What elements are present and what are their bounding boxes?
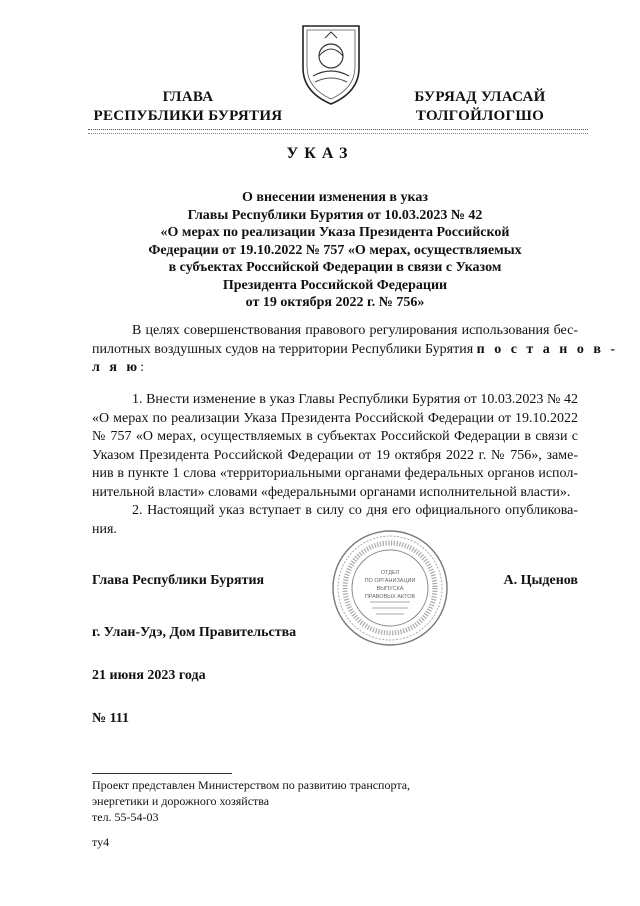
footnote-line: энергетики и дорожного хозяйства: [92, 794, 270, 808]
title-line: Федерации от 19.10.2022 № 757 «О мерах, осуществляемых: [148, 242, 522, 258]
document-title: [120, 189, 550, 312]
seal-line: ВЫПУСКА: [376, 586, 404, 592]
header-divider: [88, 133, 588, 134]
header-left-line: ГЛАВА: [162, 89, 214, 105]
document-type: УКАЗ: [286, 145, 354, 162]
footnote-line: Проект представлен Министерством по развитию транспорта,: [92, 778, 411, 792]
title-line: «О мерах по реализации Указа Президента Российской: [160, 225, 510, 240]
preamble-colon: :: [140, 360, 145, 375]
title-line: Главы Республики Бурятия от 10.03.2023 № 42: [187, 207, 483, 223]
preamble-text: пилотных воздушных судов на территории Республики Бурятия: [92, 341, 474, 357]
header-divider: [88, 129, 588, 130]
item-1-paragraph: [92, 391, 578, 502]
item-line: 2. Настоящий указ вступает в силу со дня его официального опубликова-: [132, 503, 578, 518]
footnote-line: тел. 55-54-03: [92, 810, 159, 824]
preamble-line: В целях совершенствования правового регулирования использования бес-: [132, 323, 578, 338]
item-line: нив в пункте 1 слова «территориальными органами федеральных органов испол-: [92, 466, 578, 481]
signature-name: А. Цыденов: [503, 573, 578, 588]
decree-keyword: л я ю: [92, 360, 141, 375]
decree-keyword: п о с т а н о в -: [476, 341, 619, 357]
signature-position: Глава Республики Бурятия: [92, 573, 265, 588]
footnote: [92, 777, 410, 850]
republic-emblem-icon: [295, 20, 367, 106]
item-line: нительной власти» словами «федеральными органами исполнительной власти».: [92, 484, 571, 500]
place-of-signing: г. Улан-Удэ, Дом Правительства: [92, 625, 297, 640]
item-line: «О мерах по реализации Указа Президента Российской Федерации от 19.10.2022: [92, 410, 578, 426]
header-right-line: ТОЛГОЙЛОГШО: [415, 108, 545, 124]
seal-line: ПО ОРГАНИЗАЦИИ: [364, 578, 416, 584]
header-left-line: РЕСПУБЛИКИ БУРЯТИЯ: [93, 108, 283, 124]
header-right: [380, 88, 580, 126]
document-number: № 111: [92, 711, 130, 726]
item-line: № 757 «О мерах, осуществляемых в субъектах Российской Федерации в связи с: [92, 429, 578, 444]
footnote-divider: [92, 773, 232, 774]
official-seal-icon: [330, 528, 450, 648]
seal-line: ОТДЕЛ: [380, 570, 400, 576]
header-right-line: БУРЯАД УЛАСАЙ: [414, 89, 546, 105]
preamble-paragraph: [92, 322, 619, 378]
header-left: [88, 88, 288, 126]
preamble-line: [92, 359, 578, 378]
signing-date: 21 июня 2023 года: [92, 668, 206, 683]
title-line: от 19 октября 2022 г. № 756»: [245, 295, 425, 310]
title-line: О внесении изменения в указ: [242, 190, 428, 205]
item-line: ния.: [92, 521, 117, 537]
preamble-line: [92, 341, 619, 360]
item-line: Указом Президента Российской Федерации от 19 октября 2022 г. № 756», заме-: [92, 447, 578, 463]
item-line: 1. Внести изменение в указ Главы Республики Бурятия от 10.03.2023 № 42: [132, 392, 578, 407]
seal-line: ПРАВОВЫХ АКТОВ: [364, 594, 416, 600]
title-line: в субъектах Российской Федерации в связи с Указом: [168, 260, 502, 275]
executor-code: ту4: [92, 835, 110, 849]
title-line: Президента Российской Федерации: [222, 277, 448, 293]
